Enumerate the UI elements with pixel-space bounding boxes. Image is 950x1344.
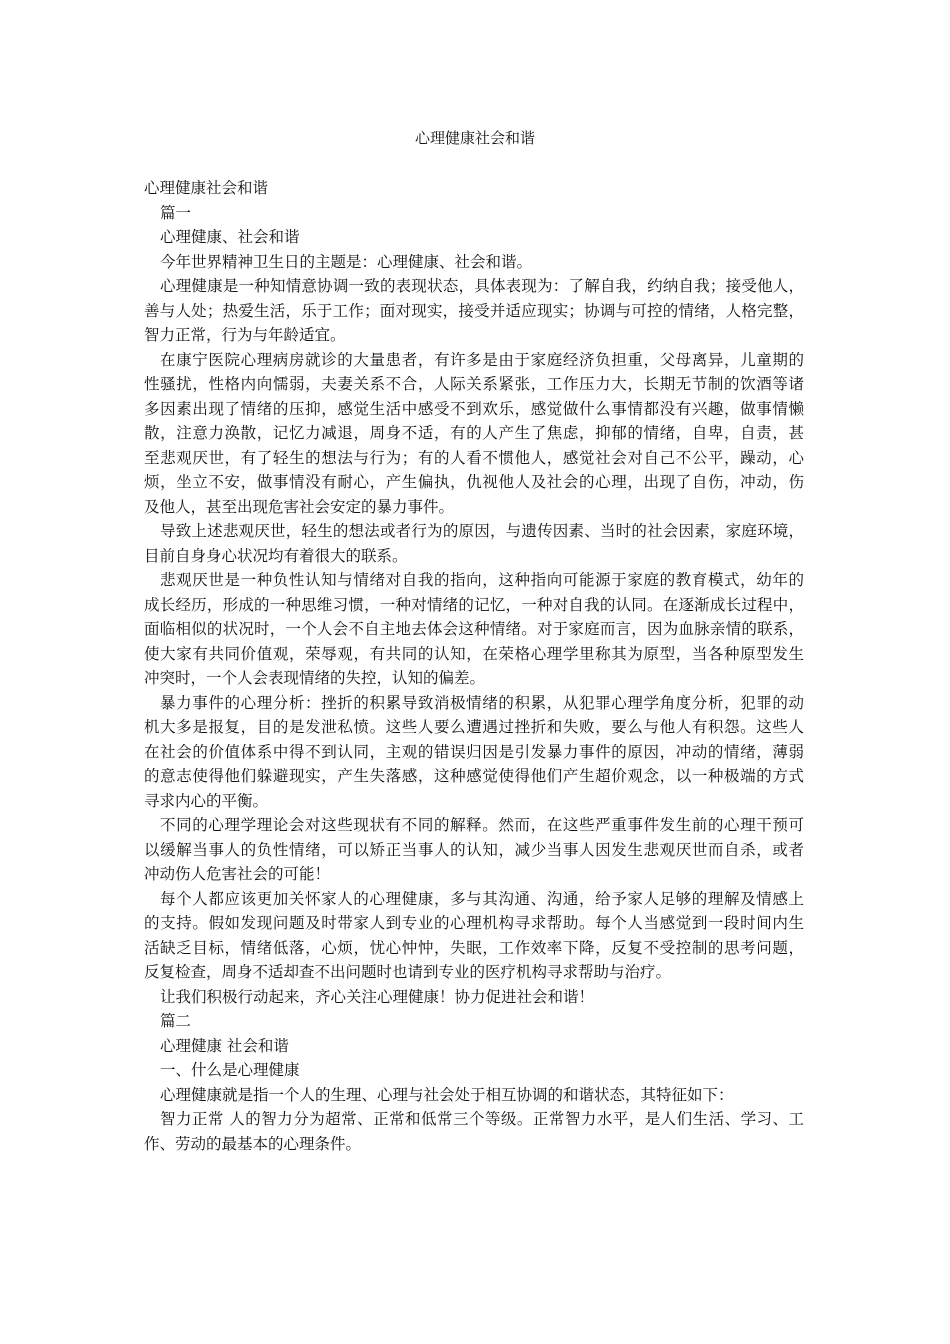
text-line: 多因素出现了情绪的压抑，感觉生活中感受不到欢乐，感觉做什么事情都没有兴趣，做事情懒 <box>144 399 804 418</box>
text-line: 悲观厌世是一种负性认知与情绪对自我的指向，这种指向可能源于家庭的教育模式，幼年的 <box>160 571 804 589</box>
text-line: 心理健康就是指一个人的生理、心理与社会处于相互协调的和谐状态，其特征如下： <box>160 1085 734 1104</box>
document-title: 心理健康社会和谐 <box>414 129 535 147</box>
text-line: 在康宁医院心理病房就诊的大量患者，有许多是由于家庭经济负担重，父母离异，儿童期的 <box>160 350 804 369</box>
text-line: 暴力事件的心理分析：挫折的积累导致消极情绪的积累，从犯罪心理学角度分析，犯罪的动 <box>160 693 804 712</box>
text-line: 寻求内心的平衡。 <box>144 791 269 810</box>
text-line: 心理健康是一种知情意协调一致的表现状态，具体表现为：了解自我，约纳自我；接受他人， <box>160 277 804 295</box>
text-line: 篇二 <box>160 1012 192 1030</box>
text-line: 智力正常 人的智力分为超常、正常和低常三个等级。正常智力水平，是人们生活、学习、工 <box>160 1110 804 1128</box>
text-line: 每个人都应该更加关怀家人的心理健康，多与其沟通、沟通，给予家人足够的理解及情感上 <box>160 889 804 908</box>
text-line: 的意志使得他们躲避现实，产生失落感，这种感觉使得他们产生超价观念，以一种极端的方式 <box>144 767 804 785</box>
text-line: 心理健康 社会和谐 <box>160 1036 289 1055</box>
text-line: 反复检查，周身不适却查不出问题时也请到专业的医疗机构寻求帮助与治疗。 <box>144 963 672 981</box>
text-line: 不同的心理学理论会对这些现状有不同的解释。然而，在这些严重事件发生前的心理干预可 <box>160 816 804 834</box>
text-line: 散，注意力涣散，记忆力减退，周身不适，有的人产生了焦虑，抑郁的情绪，自卑，自责，甚 <box>144 424 804 442</box>
text-line: 性骚扰，性格内向懦弱，夫妻关系不合，人际关系紧张，工作压力大，长期无节制的饮酒等诸 <box>144 375 804 393</box>
text-line: 以缓解当事人的负性情绪，可以矫正当事人的认知，减少当事人因发生悲观厌世而自杀，或者 <box>144 840 804 859</box>
text-line: 作、劳动的最基本的心理条件。 <box>144 1134 362 1153</box>
text-line: 烦，坐立不安，做事情没有耐心，产生偏执，仇视他人及社会的心理，出现了自伤，冲动，伤 <box>144 473 804 491</box>
text-line: 使大家有共同价值观，荣辱观，有共同的认知，在荣格心理学里称其为原型，当各种原型发生 <box>144 644 804 663</box>
text-line: 一、什么是心理健康 <box>160 1061 300 1079</box>
text-line: 及他人，甚至出现危害社会安定的暴力事件。 <box>144 497 455 516</box>
text-line: 善与人处；热爱生活，乐于工作；面对现实，接受并适应现实；协调与可控的情绪，人格完整， <box>144 301 804 320</box>
document-body <box>144 176 804 1156</box>
text-line: 目前自身身心状况均有着很大的联系。 <box>144 546 408 565</box>
text-line: 机大多是报复，目的是发泄私愤。这些人要么遭遇过挫折和失败，要么与他人有积怨。这些人 <box>144 718 804 736</box>
text-line: 活缺乏目标，情绪低落，心烦，忧心忡忡，失眠，工作效率下降，反复不受控制的思考问题， <box>144 938 804 957</box>
text-line: 在社会的价值体系中得不到认同，主观的错误归因是引发暴力事件的原因，冲动的情绪，薄弱 <box>144 742 804 761</box>
text-line: 篇一 <box>160 203 192 222</box>
text-line: 成长经历，形成的一种思维习惯，一种对情绪的记忆，一种对自我的认同。在逐渐成长过程中， <box>144 595 804 614</box>
text-line: 心理健康社会和谐 <box>144 179 269 197</box>
text-line: 心理健康、社会和谐 <box>160 228 300 246</box>
text-line: 至悲观厌世，有了轻生的想法与行为；有的人看不惯他人，感觉社会对自己不公平，躁动，心 <box>144 448 804 467</box>
text-line: 智力正常，行为与年龄适宜。 <box>144 326 346 344</box>
text-line: 导致上述悲观厌世，轻生的想法或者行为的原因，与遗传因素、当时的社会因素，家庭环境， <box>160 522 804 540</box>
text-line: 今年世界精神卫生日的主题是：心理健康、社会和谐。 <box>160 252 533 271</box>
text-line: 面临相似的状况时，一个人会不自主地去体会这种情绪。对于家庭而言，因为血脉亲情的联系， <box>144 620 804 638</box>
text-line: 冲突时，一个人会表现情绪的失控，认知的偏差。 <box>144 669 486 687</box>
text-line: 的支持。假如发现问题及时带家人到专业的心理机构寻求帮助。每个人当感觉到一段时间内生 <box>144 914 804 932</box>
text-line: 冲动伤人危害社会的可能！ <box>144 865 331 883</box>
text-line: 让我们积极行动起来，齐心关注心理健康！协力促进社会和谐！ <box>160 987 595 1006</box>
